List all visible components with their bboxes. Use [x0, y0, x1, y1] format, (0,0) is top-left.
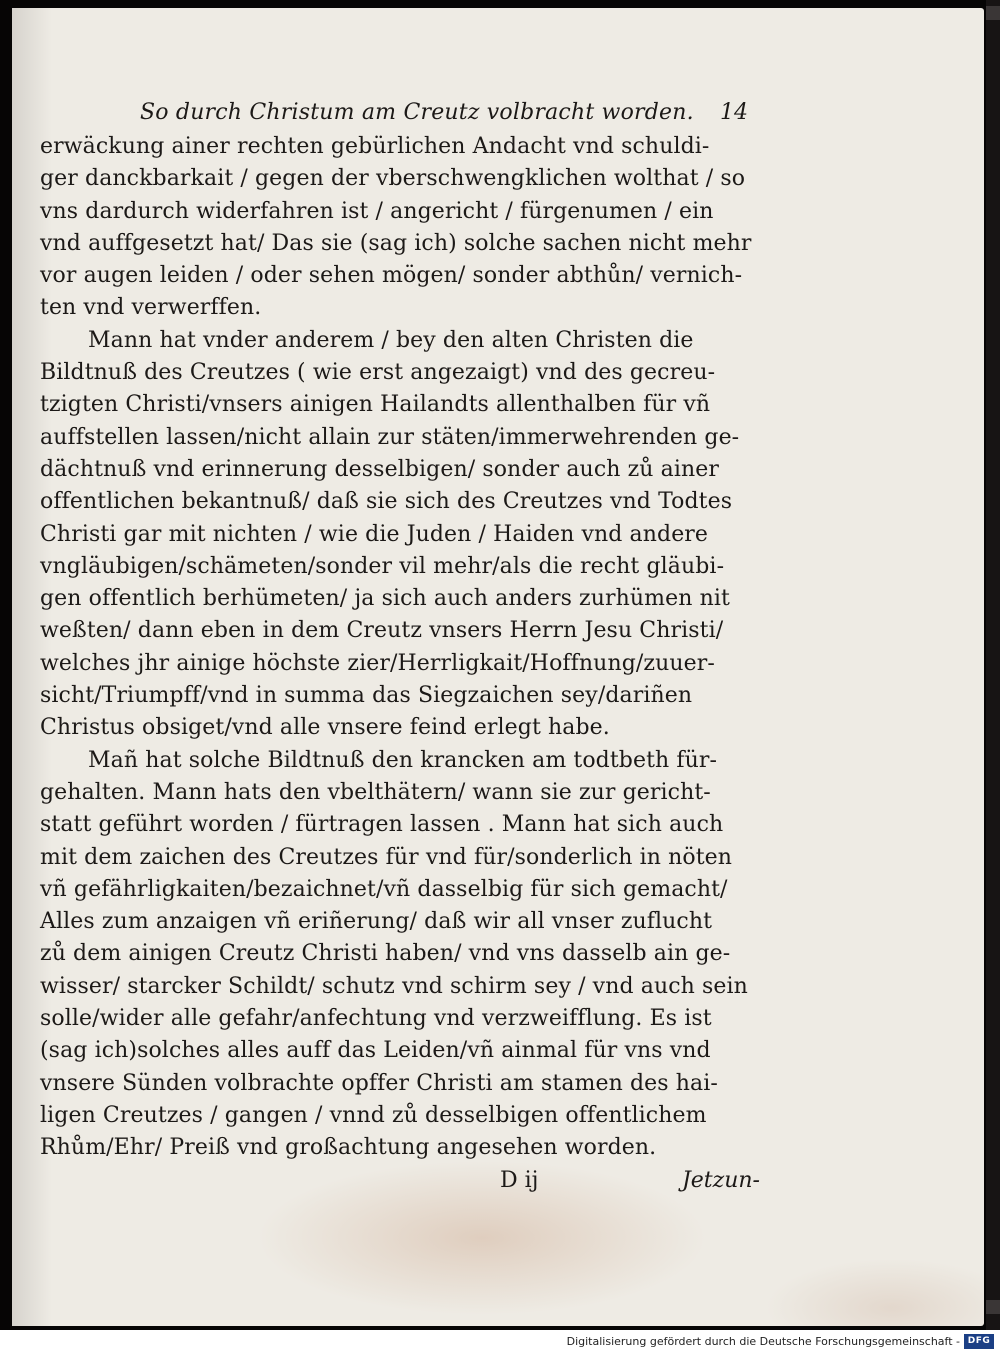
running-title: So durch Christum am Creutz volbracht worden.	[140, 100, 694, 125]
text-line: vnsere Sünden volbrachte opffer Christi am stamen des hai-	[40, 1070, 718, 1096]
edge-marker	[986, 6, 1000, 20]
edge-marker	[986, 1300, 1000, 1314]
text-line: Christi gar mit nichten / wie die Juden / Haiden vnd andere	[40, 521, 709, 547]
text-line: solle/wider alle gefahr/anfechtung vnd verzweifflung. Es ist	[40, 1006, 712, 1032]
text-line: weßten/ dann eben in dem Creutz vnsers Herrn Jesu Christi/	[40, 618, 724, 644]
text-line: tzigten Christi/vnsers ainigen Hailandts allenthalben für vñ	[40, 392, 711, 418]
text-line: Bildtnuß des Creutzes ( wie erst angezaigt) vnd des gecreu-	[40, 360, 716, 386]
text-line: vnd auffgesetzt hat/ Das sie (sag ich) solche sachen nicht mehr	[40, 230, 752, 256]
signature-line	[40, 1165, 760, 1199]
text-line: vñ gefährligkaiten/bezaichnet/vñ dasselbig für sich gemacht/	[40, 876, 728, 902]
page-number: 14	[720, 100, 748, 125]
text-line: ten vnd verwerffen.	[40, 295, 262, 321]
text-line: mit dem zaichen des Creutzes für vnd für/sonderlich in nöten	[40, 844, 733, 870]
text-line: Rhům/Ehr/ Preiß vnd großachtung angesehen worden.	[40, 1135, 657, 1161]
catchword: Jetzun-	[681, 1167, 760, 1193]
text-line: offentlichen bekantnuß/ daß sie sich des Creutzes vnd Todtes	[40, 489, 733, 515]
text-line: gehalten. Mann hats den vbelthätern/ wann sie zur gericht-	[40, 779, 711, 805]
text-line: vns dardurch widerfahren ist / angericht / fürgenumen / ein	[40, 198, 714, 224]
text-line: Christus obsiget/vnd alle vnsere feind erlegt habe.	[40, 715, 610, 741]
footer-credit: Digitalisierung gefördert durch die Deutsche Forschungsgemeinschaft -	[566, 1335, 960, 1348]
text-line: welches jhr ainige höchste zier/Herrligkait/Hoffnung/zuuer-	[40, 650, 715, 676]
page-text	[40, 97, 760, 1199]
text-line: gen offentlich berhümeten/ ja sich auch anders zurhümen nit	[40, 586, 730, 612]
signature-mark: D ij	[500, 1167, 539, 1193]
dfg-logo: DFG	[964, 1334, 994, 1349]
text-line: auffstellen lassen/nicht allain zur stäten/immerwehrenden ge-	[40, 424, 740, 450]
paragraph-start-line: Mañ hat solche Bildtnuß den krancken am todtbeth für-	[88, 747, 718, 773]
text-line: Alles zum anzaigen vñ eriñerung/ daß wir all vnser zuflucht	[40, 909, 713, 935]
text-line: dächtnuß vnd erinnerung desselbigen/ sonder auch zů ainer	[40, 456, 720, 482]
text-line: vngläubigen/schämeten/sonder vil mehr/als die recht gläubi-	[40, 553, 725, 579]
text-line: ger danckbarkait / gegen der vberschwengklichen wolthat / so	[40, 166, 746, 192]
text-line: sicht/Triumpff/vnd in summa das Siegzaichen sey/dariñen	[40, 683, 693, 709]
text-line: ligen Creutzes / gangen / vnnd zů desselbigen offentlichem	[40, 1102, 707, 1128]
text-line: erwäckung ainer rechten gebürlichen Andacht vnd schuldi-	[40, 134, 710, 159]
text-line: wisser/ starcker Schildt/ schutz vnd schirm sey / vnd auch sein	[40, 973, 748, 999]
text-line: zů dem ainigen Creutz Christi haben/ vnd vns dasselb ain ge-	[40, 941, 731, 967]
scan-edge-strip	[986, 0, 1000, 1330]
text-line: statt geführt worden / fürtragen lassen . Mann hat sich auch	[40, 812, 724, 838]
footer-bar	[0, 1330, 1000, 1354]
text-line: (sag ich)solches alles auff das Leiden/vñ ainmal für vns vnd	[40, 1038, 711, 1064]
text-line: vor augen leiden / oder sehen mögen/ sonder abthůn/ vernich-	[40, 263, 743, 289]
paragraph-start-line: Mann hat vnder anderem / bey den alten Christen die	[88, 327, 694, 353]
running-head	[40, 97, 760, 131]
